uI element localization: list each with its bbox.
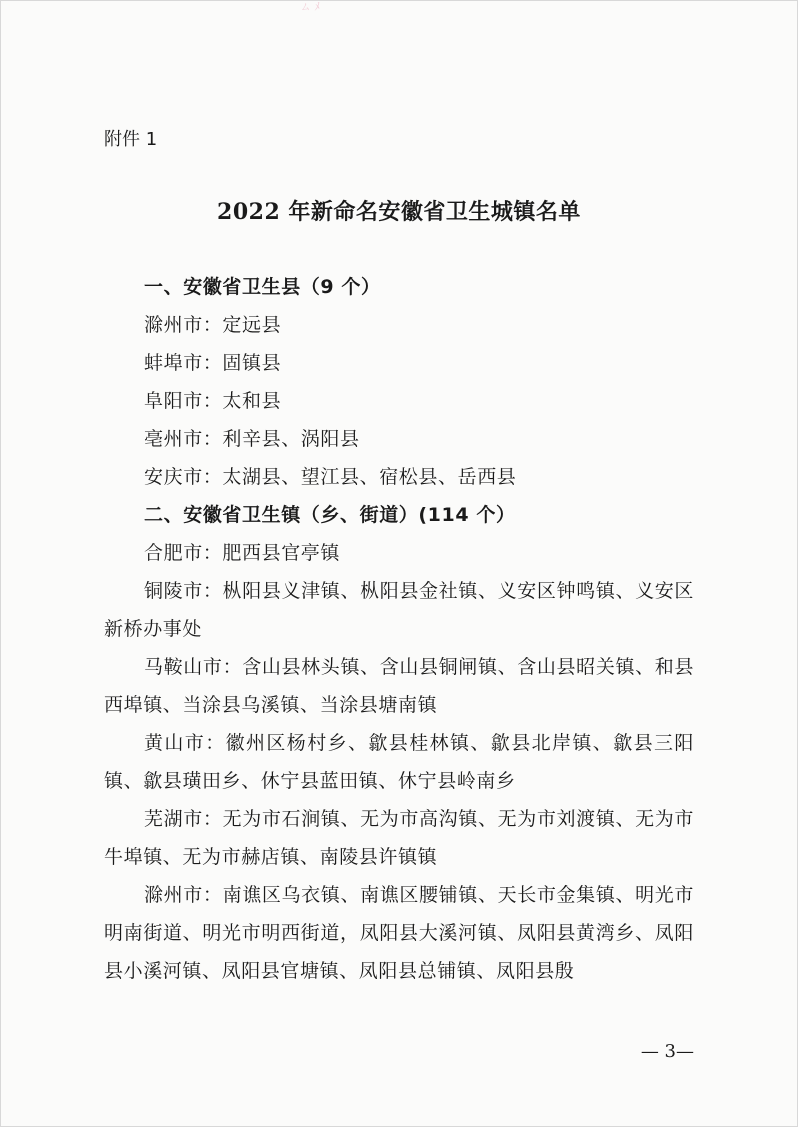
- stamp-mark: ㄙ ﾒ: [300, 0, 320, 13]
- county-line: 亳州市：利辛县、涡阳县: [144, 428, 360, 450]
- town-paragraph: 芜湖市：无为市石涧镇、无为市高沟镇、无为市刘渡镇、无为市牛埠镇、无为市赫店镇、南陵县许镇镇: [104, 808, 694, 868]
- section-heading-counties: 一、安徽省卫生县（9 个）: [144, 276, 381, 298]
- county-line: 阜阳市：太和县: [144, 390, 282, 412]
- county-line: 安庆市：太湖县、望江县、宿松县、岳西县: [144, 466, 517, 488]
- town-paragraph: 滁州市：南谯区乌衣镇、南谯区腰铺镇、天长市金集镇、明光市明南街道、明光市明西街道，凤阳县大溪河镇、凤阳县黄湾乡、凤阳县小溪河镇、凤阳县官塘镇、凤阳县总铺镇、凤阳县殷: [104, 884, 694, 982]
- county-line: 蚌埠市：固镇县: [144, 352, 282, 374]
- town-paragraph: 铜陵市：枞阳县义津镇、枞阳县金社镇、义安区钟鸣镇、义安区新桥办事处: [104, 580, 694, 640]
- document-title: 2022 年新命名安徽省卫生城镇名单: [217, 199, 581, 225]
- attachment-label: 附件 1: [104, 129, 158, 150]
- section-heading-towns: 二、安徽省卫生镇（乡、街道）(114 个）: [144, 504, 516, 526]
- page-number: — 3—: [640, 1041, 694, 1062]
- document-body: [104, 268, 694, 990]
- county-line: 滁州市：定远县: [144, 314, 282, 336]
- town-paragraph: 合肥市：肥西县官亭镇: [144, 542, 341, 564]
- town-paragraph: 马鞍山市：含山县林头镇、含山县铜闸镇、含山县昭关镇、和县西埠镇、当涂县乌溪镇、当涂县塘南镇: [104, 656, 694, 716]
- town-paragraph: 黄山市：徽州区杨村乡、歙县桂林镇、歙县北岸镇、歙县三阳镇、歙县璜田乡、休宁县蓝田镇、休宁县岭南乡: [104, 732, 694, 792]
